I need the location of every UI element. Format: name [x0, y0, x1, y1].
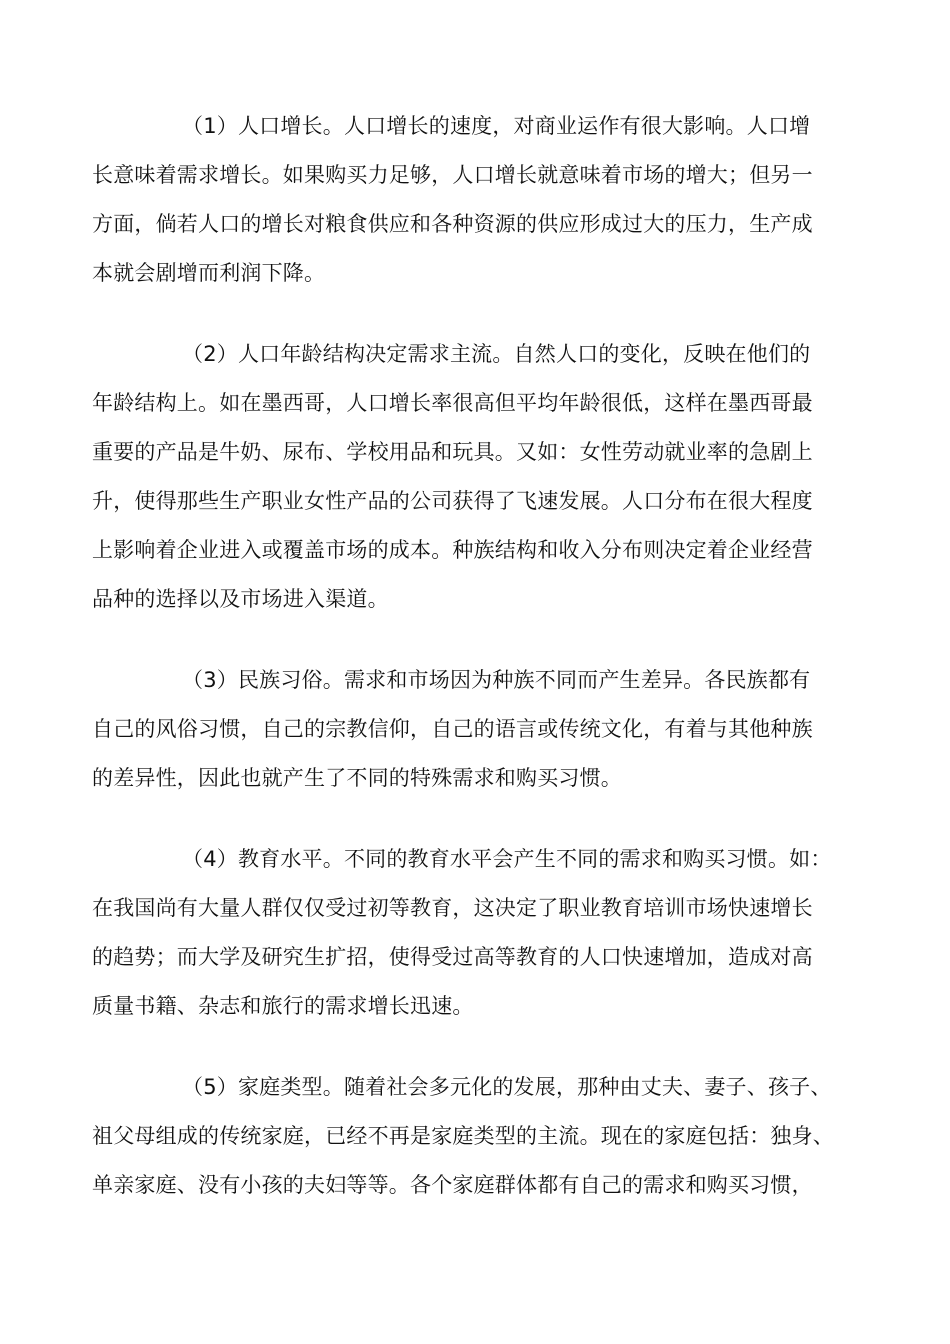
- text-line: （5）家庭类型。随着社会多元化的发展，那种由丈夫、妻子、孩子、: [182, 1075, 832, 1099]
- text-line: 上影响着企业进入或覆盖市场的成本。种族结构和收入分布则决定着企业经营: [92, 538, 813, 562]
- text-line: （3）民族习俗。需求和市场因为种族不同而产生差异。各民族都有: [182, 668, 811, 692]
- paragraph-family-type: [92, 1065, 862, 1212]
- text-line: 本就会剧增而利润下降。: [92, 261, 326, 285]
- paragraph-population-growth: [92, 104, 862, 300]
- text-line: 在我国尚有大量人群仅仅受过初等教育，这决定了职业教育培训市场快速增长: [92, 896, 813, 920]
- text-line: 的差异性，因此也就产生了不同的特殊需求和购买习惯。: [92, 766, 622, 790]
- paragraph-ethnic-customs: [92, 658, 862, 805]
- text-line: （4）教育水平。不同的教育水平会产生不同的需求和购买习惯。如：: [182, 847, 832, 871]
- text-line: 的趋势；而大学及研究生扩招，使得受过高等教育的人口快速增加，造成对高: [92, 945, 813, 969]
- text-line: 祖父母组成的传统家庭，已经不再是家庭类型的主流。现在的家庭包括：独身、: [92, 1124, 834, 1148]
- text-line: 品种的选择以及市场进入渠道。: [92, 587, 389, 611]
- text-line: 质量书籍、杂志和旅行的需求增长迅速。: [92, 994, 474, 1018]
- text-line: （2）人口年龄结构决定需求主流。自然人口的变化，反映在他们的: [182, 342, 811, 366]
- text-line: 升，使得那些生产职业女性产品的公司获得了飞速发展。人口分布在很大程度: [92, 489, 813, 513]
- text-line: 自己的风俗习惯，自己的宗教信仰，自己的语言或传统文化，有着与其他种族: [92, 717, 813, 741]
- paragraph-education-level: [92, 837, 862, 1033]
- text-line: 长意味着需求增长。如果购买力足够，人口增长就意味着市场的增大；但另一: [92, 163, 813, 187]
- text-line: 重要的产品是牛奶、尿布、学校用品和玩具。又如：女性劳动就业率的急剧上: [92, 440, 813, 464]
- document-body: [92, 104, 862, 1244]
- text-line: （1）人口增长。人口增长的速度，对商业运作有很大影响。人口增: [182, 114, 811, 138]
- paragraph-age-structure: [92, 332, 862, 626]
- text-line: 方面，倘若人口的增长对粮食供应和各种资源的供应形成过大的压力，生产成: [92, 212, 813, 236]
- text-line: 单亲家庭、没有小孩的夫妇等等。各个家庭群体都有自己的需求和购买习惯，: [92, 1173, 813, 1197]
- text-line: 年龄结构上。如在墨西哥，人口增长率很高但平均年龄很低，这样在墨西哥最: [92, 391, 813, 415]
